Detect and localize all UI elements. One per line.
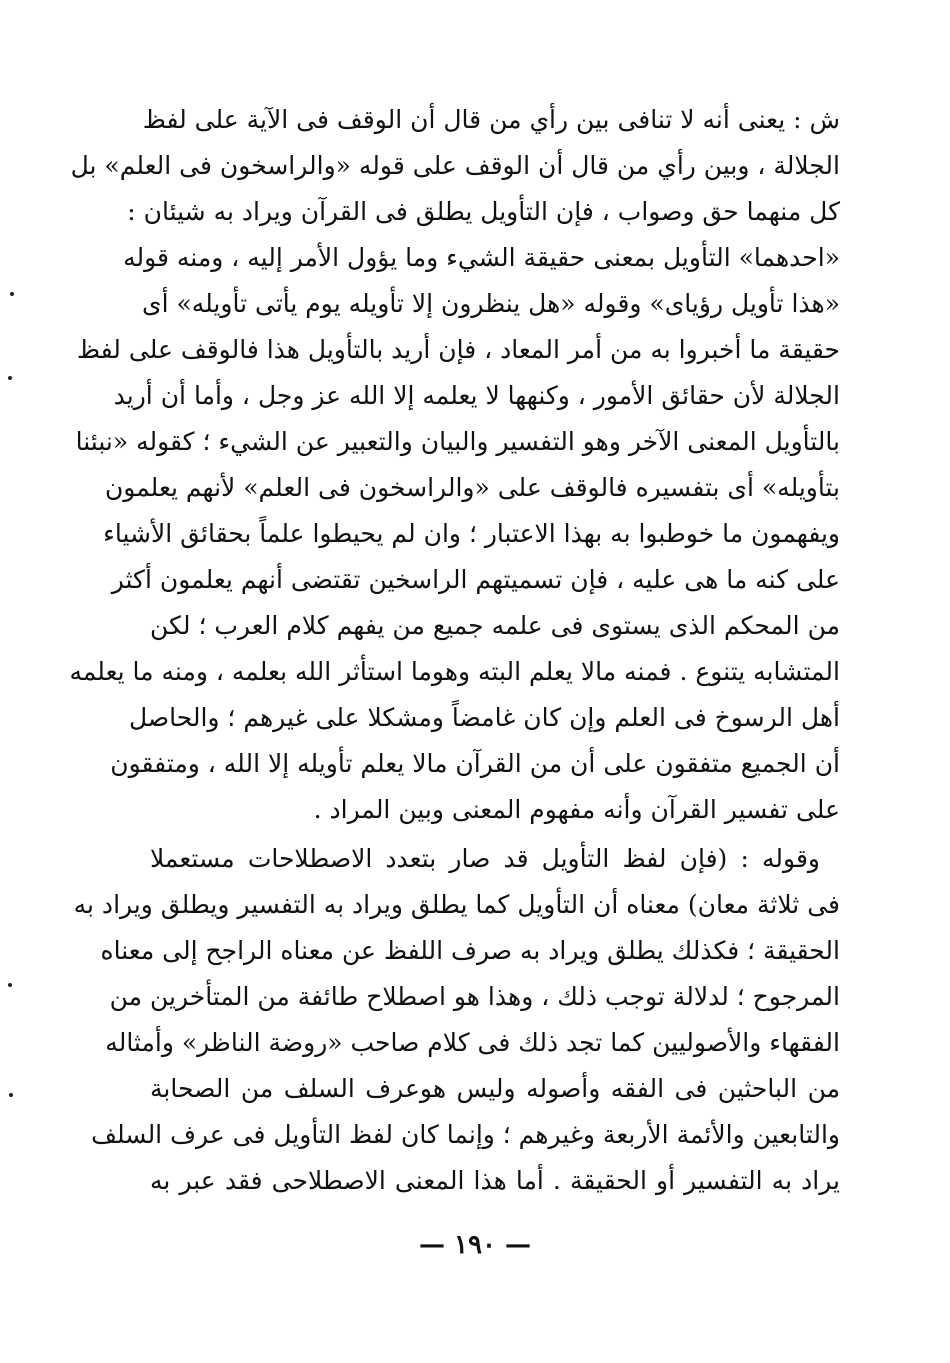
text-line: من الباحثين فى الفقه وأصوله وليس هوعرف السلف من الصحابة [150,1074,840,1103]
text-line: «احدهما» التأويل بمعنى حقيقة الشيء وما يؤول الأمر إليه ، ومنه قوله [123,243,840,272]
explanation-paragraph [73,836,840,1204]
commentary-paragraph [69,97,840,833]
text-line: حقيقة ما أخبروا به من أمر المعاد ، فإن أريد بالتأويل هذا فالوقف على لفظ [76,335,840,364]
text-line: الجلالة ، وبين رأي من قال أن الوقف على قوله «والراسخون فى العلم» بل [70,151,840,180]
page-number: — ١٩٠ — [418,1230,532,1260]
text-line: الجلالة لأن حقائق الأمور ، وكنهها لا يعلمه إلا الله عز وجل ، وأما أن أريد [113,381,840,410]
text-line: ويفهمون ما خوطبوا به بهذا الاعتبار ؛ وان لم يحيطوا علماً بحقائق الأشياء [103,519,840,548]
text-line: على تفسير القرآن وأنه مفهوم المعنى وبين المراد . [313,795,840,824]
text-line: ش : يعنى أنه لا تنافى بين رأي من قال أن الوقف فى الآية على لفظ [142,105,840,134]
scan-speck [8,376,12,380]
scan-speck [10,292,14,296]
text-line: على كنه ما هى عليه ، فإن تسميتهم الراسخين تقتضى أنهم يعلمون أكثر [111,565,840,594]
scan-speck [9,1093,13,1097]
text-line: المرجوح ؛ لدلالة توجب ذلك ، وهذا هو اصطلاح طائفة من المتأخرين من [109,982,840,1011]
text-line: يراد به التفسير أو الحقيقة . أما هذا المعنى الاصطلاحى فقد عبر به [150,1166,840,1195]
text-line: كل منهما حق وصواب ، فإن التأويل يطلق فى القرآن ويراد به شيئان : [127,197,840,226]
text-line: والتابعين والأئمة الأربعة وغيرهم ؛ وإنما كان لفظ التأويل فى عرف السلف [91,1120,840,1149]
text-line: الفقهاء والأصوليين كما تجد ذلك فى كلام صاحب «روضة الناظر» وأمثاله [105,1028,840,1057]
text-line: الحقيقة ؛ فكذلك يطلق ويراد به صرف اللفظ عن معناه الراجح إلى معناه [100,936,840,965]
text-line: فى ثلاثة معان) معناه أن التأويل كما يطلق ويراد به التفسير ويطلق ويراد به [73,890,840,919]
text-line: بتأويله» أى بتفسيره فالوقف على «والراسخون فى العلم» لأنهم يعلمون [104,473,840,502]
text-line: من المحكم الذى يستوى فى علمه جميع من يفهم كلام العرب ؛ لكن [150,611,840,640]
text-line: المتشابه يتنوع . فمنه مالا يعلم البته وهوما استأثر الله بعلمه ، ومنه ما يعلمه [69,657,840,686]
text-line: أن الجميع متفقون على أن من القرآن مالا يعلم تأويله إلا الله ، ومتفقون [110,749,840,778]
text-line: وقوله : (فإن لفظ التأويل قد صار بتعدد الاصطلاحات مستعملا [150,844,820,873]
scan-speck [8,983,12,987]
text-line: بالتأويل المعنى الآخر وهو التفسير والبيان والتعبير عن الشيء ؛ كقوله «نبئنا [75,427,840,456]
text-line: «هذا تأويل رؤياى» وقوله «هل ينظرون إلا تأويله يوم يأتى تأويله» أى [142,289,840,318]
text-line: أهل الرسوخ فى العلم وإن كان غامضاً ومشكلا على غيرهم ؛ والحاصل [128,703,840,732]
